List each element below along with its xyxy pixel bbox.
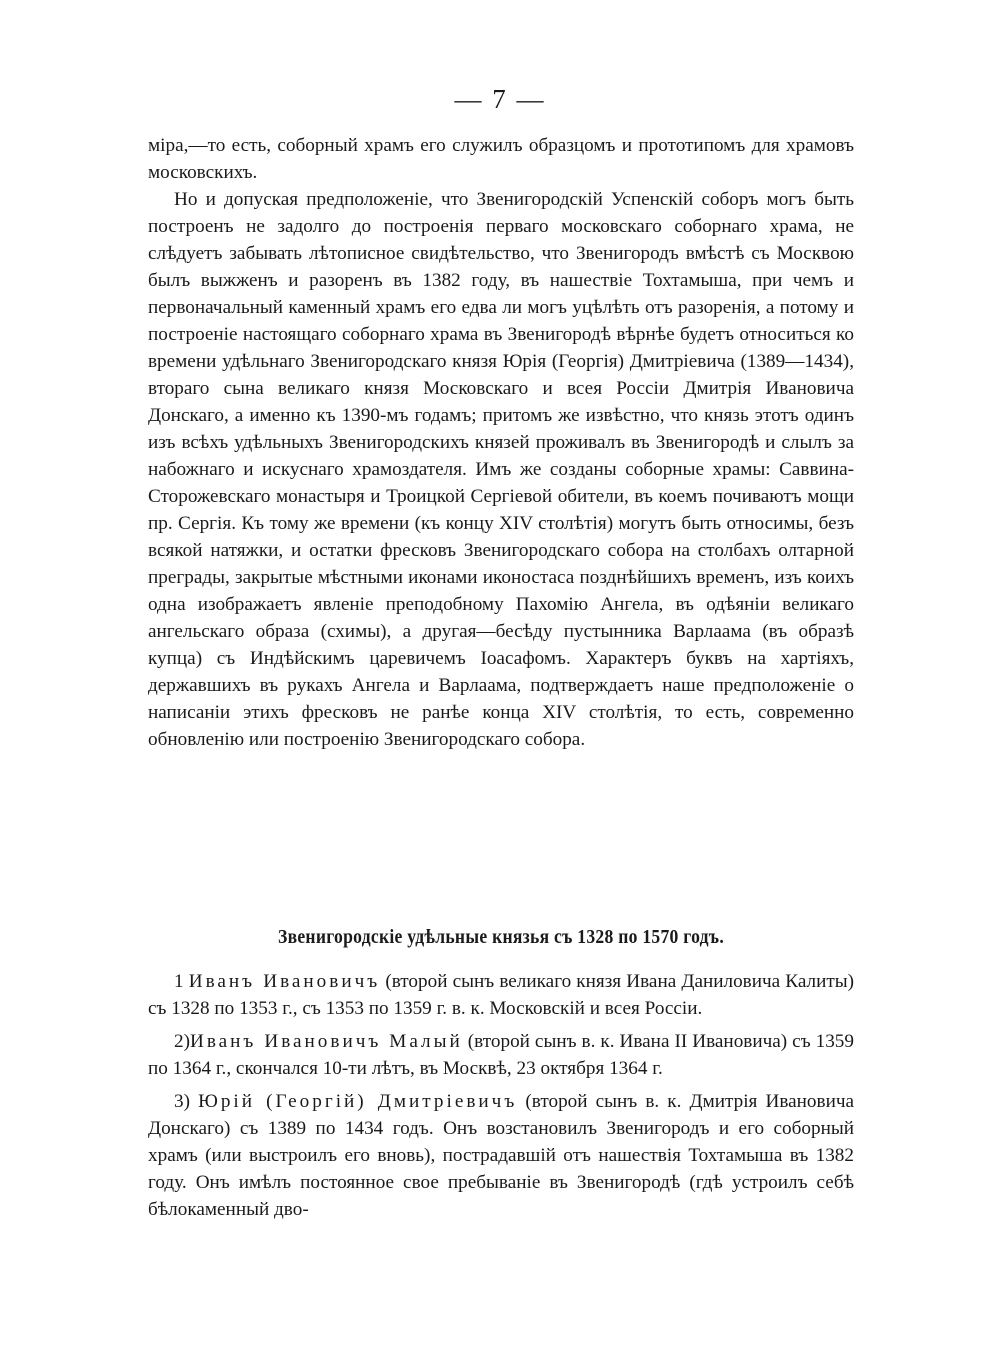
section-heading: Звенигородскіе удѣльные князья съ 1328 по 1570 годъ.	[278, 926, 724, 948]
list-item	[148, 968, 854, 1022]
paragraph-continuation: міра,—то есть, соборный храмъ его служилъ образцомъ и прототипомъ для храмовъ московскихъ.	[148, 135, 854, 183]
prince-name: Юрій (Георгій) Дмитріевичъ	[198, 1091, 518, 1112]
princes-list	[148, 968, 854, 1229]
prince-description: (второй сынъ великаго князя Ивана Даниловича Калиты) съ 1328 по 1353 г., съ 1353 по 1359 г. в. к. Московскій и всея Россіи.	[148, 971, 855, 1019]
prince-description: (второй сынъ в. к. Ивана II Ивановича) съ 1359 по 1364 г., скончался 10-ти лѣтъ, въ Москвѣ, 23 октября 1364 г.	[148, 1031, 854, 1079]
list-marker: 1	[174, 971, 184, 992]
list-item	[148, 1088, 854, 1223]
prince-name: Иванъ Ивановичъ Малый	[189, 1031, 463, 1052]
list-marker: 3)	[174, 1091, 190, 1112]
paragraph-main: Но и допуская предположеніе, что Звенигородскій Успенскій соборъ могъ быть построенъ не задолго до построенія перваго московскаго соборнаго храма, не слѣдуетъ забывать лѣтописное свидѣтельство, что Звенигородъ вмѣстѣ съ Москвою былъ выжженъ и разоренъ въ 1382 году, въ нашествіе Тохтамыша, при чемъ и первоначальный каменный храмъ его едва ли могъ уцѣлѣть отъ разоренія, а потому и построеніе настоящаго соборнаго храма въ Звенигородѣ вѣрнѣе будетъ относиться ко времени удѣльнаго Звенигородскаго князя Юрія (Георгія) Дмитріевича (1389—1434), втораго сына великаго князя Московскаго и всея Россіи Дмитрія Ивановича Донскаго, а именно къ 1390-мъ годамъ; притомъ же извѣстно, что князь этотъ одинъ изъ всѣхъ удѣльныхъ Звенигородскихъ князей проживалъ въ Звенигородѣ и слылъ за набожнаго и искуснаго храмоздателя. Имъ же созданы соборные храмы: Саввина-Сторожевскаго монастыря и Троицкой Сергіевой обители, въ коемъ почиваютъ мощи пр. Сергія. Къ тому же времени (къ концу XIV столѣтія) могутъ быть относимы, безъ всякой натяжки, и остатки фресковъ Звенигородскаго собора на столбахъ олтарной преграды, закрытые мѣстными иконами иконостаса позднѣйшихъ временъ, изъ коихъ одна изображаетъ явленіе преподобному Пахомію Ангела, въ одѣяніи великаго ангельскаго образа (схимы), а другая—бесѣду пустынника Варлаама (въ образѣ купца) съ Индѣйскимъ царевичемъ Іоасафомъ. Характеръ буквъ на хартіяхъ, державшихъ въ рукахъ Ангела и Варлаама, подтверждаетъ наше предположеніе о написаніи этихъ фресковъ не ранѣе конца XIV столѣтія, то есть, современно обновленію или построенію Звенигородскаго собора.	[148, 189, 854, 750]
page-number: — 7 —	[454, 84, 546, 114]
list-item	[148, 1028, 854, 1082]
list-marker: 2)	[174, 1031, 190, 1052]
prince-description: (второй сынъ в. к. Дмитрія Ивановича Донскаго) съ 1389 по 1434 годъ. Онъ возстановилъ Звенигородъ и его соборный храмъ (или выстроилъ его вновь), пострадавшій отъ нашествія Тохтамыша въ 1382 году. Онъ имѣлъ постоянное свое пребываніе въ Звенигородѣ (гдѣ устроилъ себѣ бѣлокаменный дво-	[148, 1091, 855, 1220]
body-text	[148, 132, 854, 753]
prince-name: Иванъ Ивановичъ	[188, 971, 381, 992]
